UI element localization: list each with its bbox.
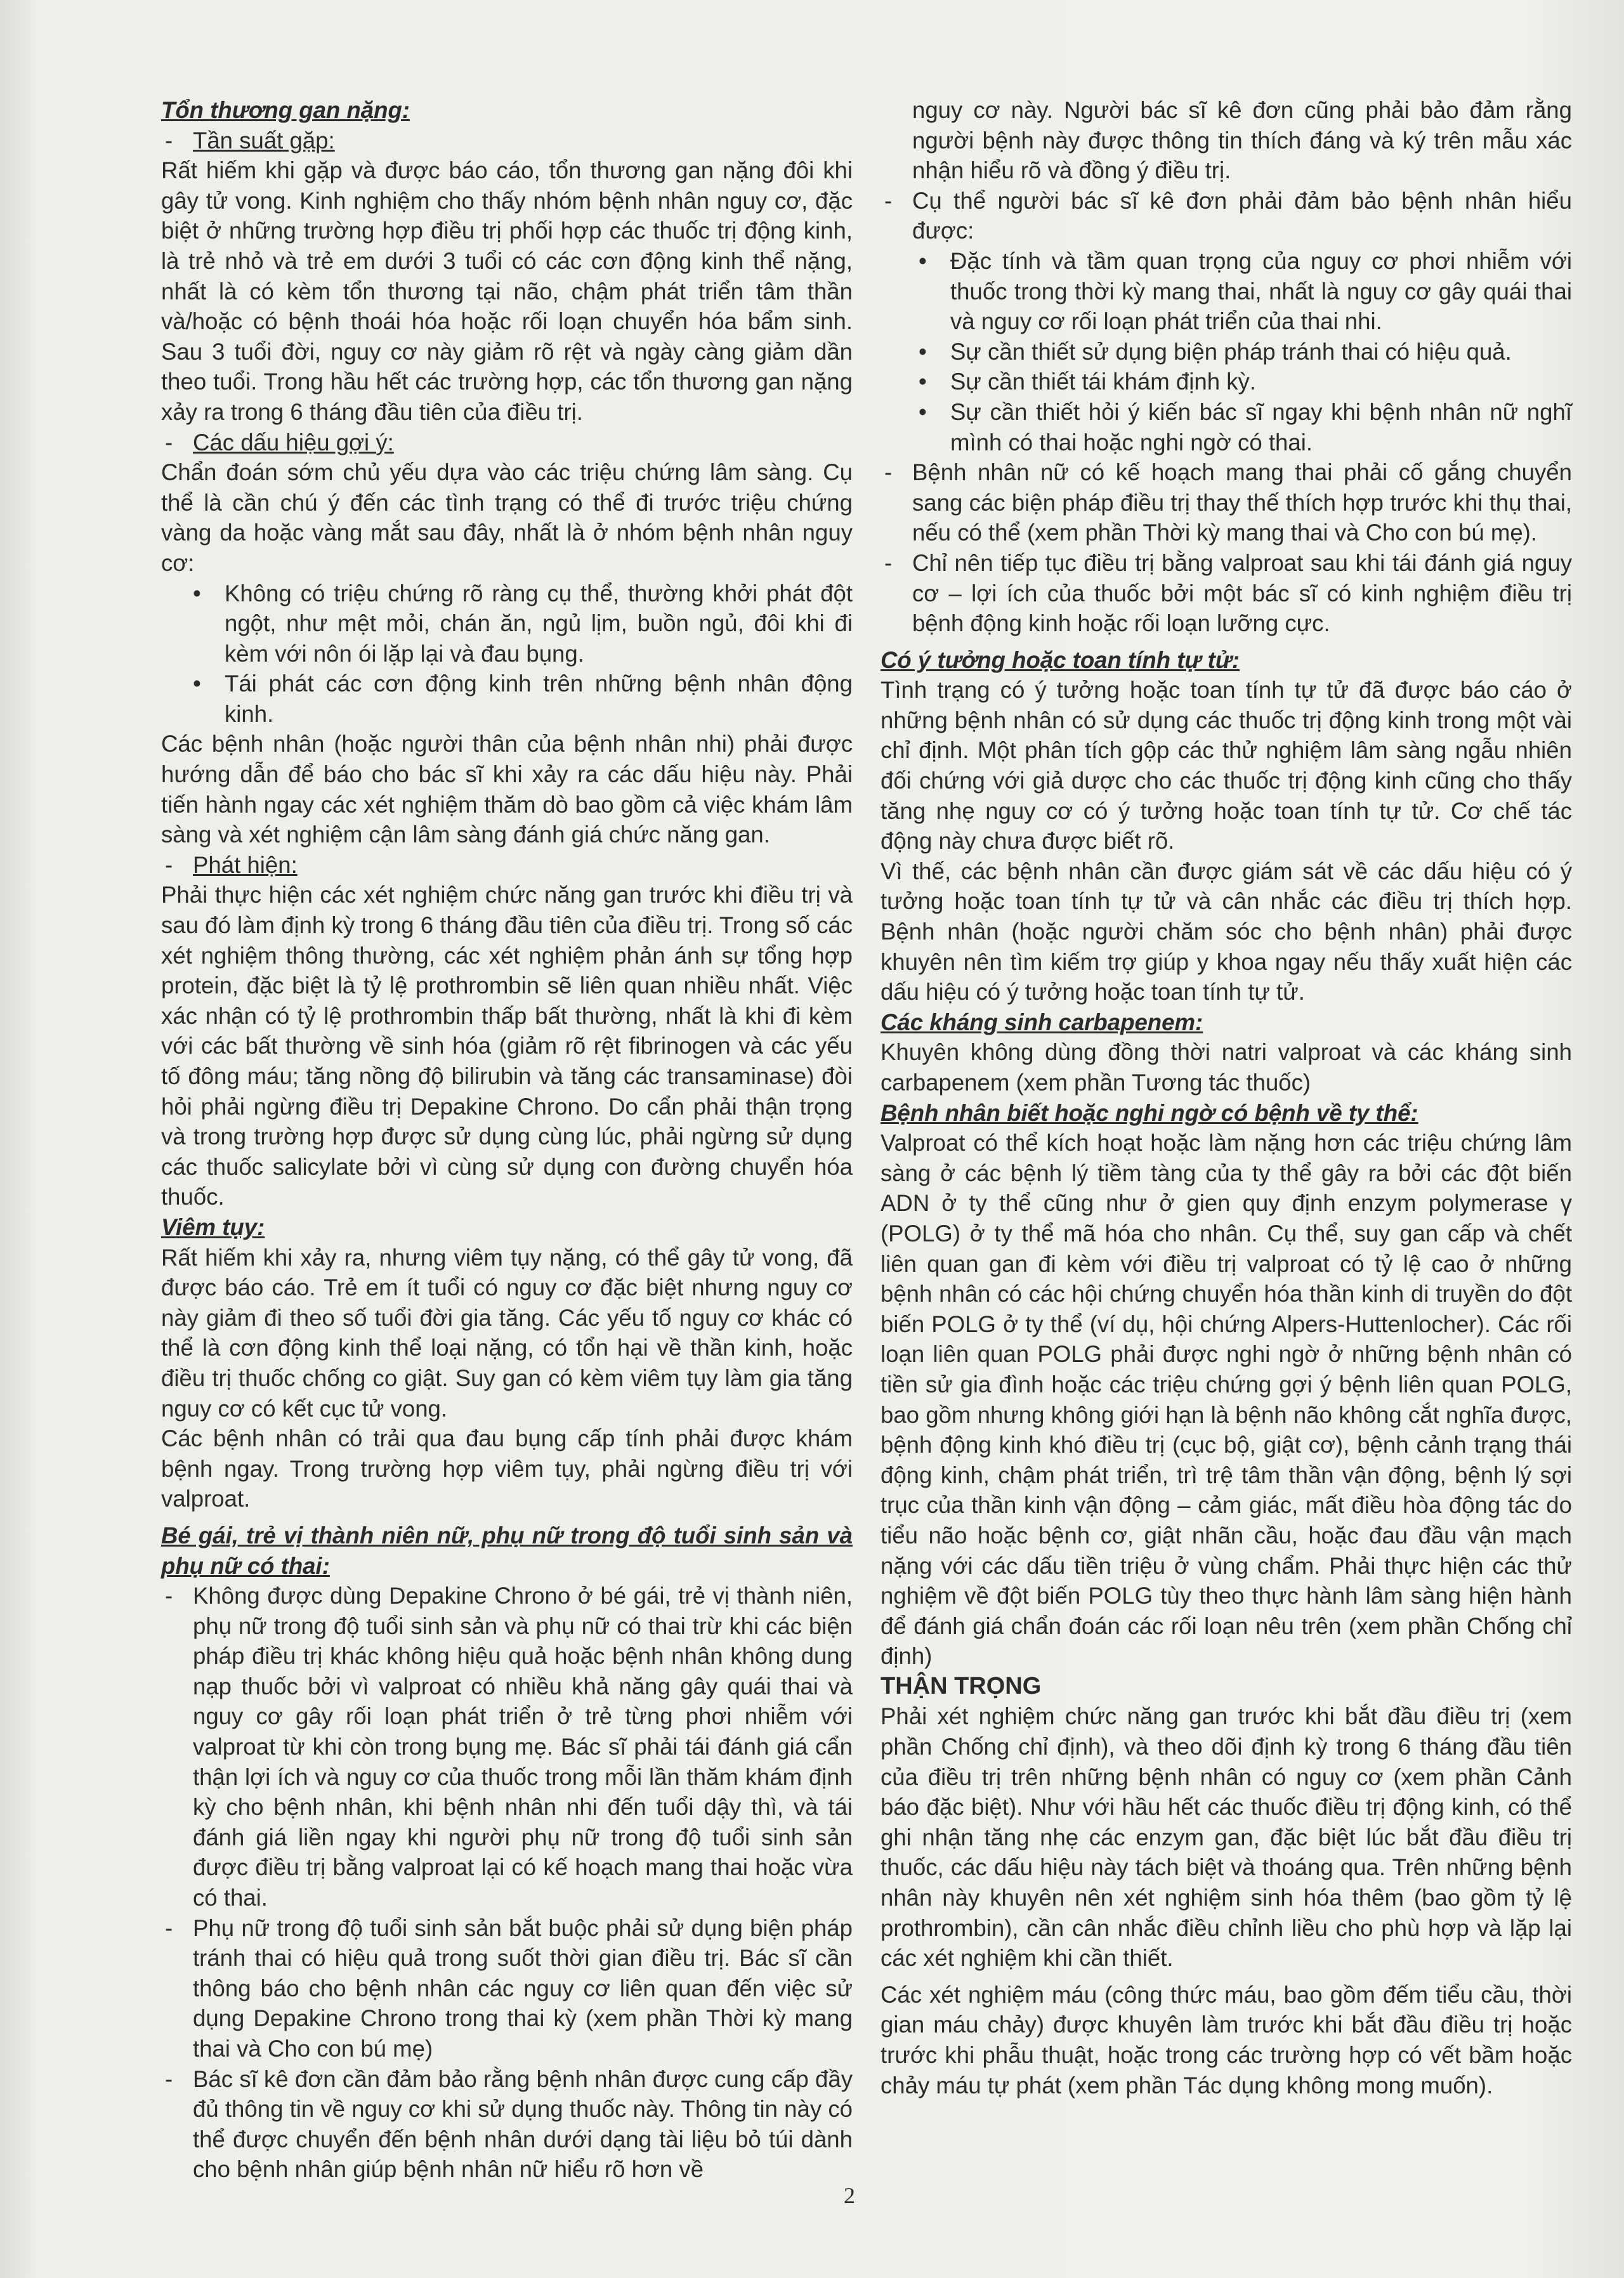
signs-label: Các dấu hiệu gợi ý: [193,429,394,455]
pancreatitis-paragraph-2: Các bệnh nhân có trải qua đau bụng cấp tính phải được khám bệnh ngay. Trong trường hợp viêm tụy, phải ngừng điều trị với valproat. [161,1425,853,1512]
women-item-1: - Không được dùng Depakine Chrono ở bé gái, trẻ vị thành niên, phụ nữ trong độ tuổi sinh sản và phụ nữ có thai trừ khi các biện pháp điều trị khác không hiệu quả hoặc bệnh nhân không dung nạp thuốc bởi vì valproat có nhiều khả năng gây quái thai và nguy cơ gây rối loạn phát triển ở trẻ từng phơi nhiễm với valproat từ khi còn trong bụng mẹ. Bác sĩ phải tái đánh giá cẩn thận lợi ích và nguy cơ của thuốc trong mỗi lần thăm khám định kỳ cho bệnh nhân, khi bệnh nhân nhi đến tuổi dậy thì, và tái đánh giá liền ngay khi người phụ nữ trong độ tuổi sinh sản được điều trị bằng valproat lại có kế hoạch mang thai hoặc vừa có thai. [161,1581,853,1913]
suicide-paragraph-1: Tình trạng có ý tưởng hoặc toan tính tự tử đã được báo cáo ở những bệnh nhân có sử dụng các thuốc trị động kinh trong một vài chỉ định. Một phân tích gộp các thử nghiệm lâm sàng ngẫu nhiên đối chứng với giả dược cho các thuốc trị động kinh cũng cho thấy tăng nhẹ nguy cơ có ý tưởng hoặc toan tính tự tử. Cơ chế tác động này chưa được biết rõ. [881,677,1572,854]
left-column [161,95,853,2185]
detection-subheading [161,850,853,880]
detection-paragraph: Phải thực hiện các xét nghiệm chức năng gan trước khi điều trị và sau đó làm định kỳ trong 6 tháng đầu tiên của điều trị. Trong số các xét nghiệm thông thường, các xét nghiệm phản ánh sự tổng hợp protein, đặc biệt là tỷ lệ prothrombin sẽ liên quan nhiều nhất. Việc xác nhận có tỷ lệ prothrombin thấp bất thường, nhất là khi đi kèm với các bất thường về sinh hóa (giảm rõ rệt fibrinogen và các yếu tố đông máu; tăng nồng độ bilirubin và tăng các transaminase) đòi hỏi phải ngừng điều trị Depakine Chrono. Do cẩn phải thận trọng và trong trường hợp được sử dụng cùng lúc, phải ngừng sử dụng các thuốc salicylate bởi vì cùng sử dụng con đường chuyển hóa thuốc. [161,882,853,1210]
carbapenem-paragraph: Khuyên không dùng đồng thời natri valproat và các kháng sinh carbapenem (xem phần Tương tác thuốc) [881,1039,1572,1096]
section-title-mitochondrial: Bệnh nhân biết hoặc nghi ngờ có bệnh về ty thể: [881,1099,1418,1126]
caution-paragraph-2: Các xét nghiệm máu (công thức máu, bao gồm đếm tiểu cầu, thời gian máu chảy) được khuyên làm trước khi bắt đầu điều trị hoặc trước khi phẫu thuật, hoặc trong các trường hợp có vết bầm hoặc chảy máu tự phát (xem phần Tác dụng không mong muốn). [881,1981,1572,2098]
ensure-bullet-3: • Sự cần thiết tái khám định kỳ. [881,367,1572,397]
women-item-2: - Phụ nữ trong độ tuổi sinh sản bắt buộc phải sử dụng biện pháp tránh thai có hiệu quả trong suốt thời gian điều trị. Bác sĩ cần thông báo cho bệnh nhân các nguy cơ liên quan đến việc sử dụng Depakine Chrono trong thai kỳ (xem phần Thời kỳ mang thai và Cho con bú mẹ) [161,1913,853,2064]
section-title-liver-injury: Tổn thương gan nặng: [161,97,410,123]
section-title-carbapenem: Các kháng sinh carbapenem: [881,1009,1203,1035]
plan-item-2: - Chỉ nên tiếp tục điều trị bằng valproat sau khi tái đánh giá nguy cơ – lợi ích của thuốc bởi một bác sĩ có kinh nghiệm điều trị bệnh động kinh hoặc rối loạn lưỡng cực. [881,548,1572,639]
pancreatitis-paragraph-1: Rất hiếm khi xảy ra, nhưng viêm tụy nặng, có thể gây tử vong, đã được báo cáo. Trẻ em ít tuổi có nguy cơ đặc biệt nhưng nguy cơ này giảm đi theo số tuổi đời gia tăng. Các yếu tố nguy cơ khác có thể là cơn động kinh thể loại nặng, có tổn hại về thần kinh, hoặc điều trị thuốc chống co giật. Suy gan có kèm viêm tụy làm gia tăng nguy cơ có kết cục tử vong. [161,1244,853,1422]
caution-heading: THẬN TRỌNG [881,1672,1042,1699]
suicide-paragraph-2: Vì thế, các bệnh nhân cần được giám sát về các dấu hiệu có ý tưởng hoặc toan tính tự tử và cân nhắc các điều trị thích hợp. Bệnh nhân (hoặc người chăm sóc cho bệnh nhân) phải được khuyên nên tìm kiếm trợ giúp y khoa ngay nếu thấy xuất hiện các dấu hiệu có ý tưởng hoặc toan tính tự tử. [881,858,1572,1005]
detection-label: Phát hiện: [193,851,298,878]
signs-subheading [161,428,853,458]
section-title-pancreatitis: Viêm tụy: [161,1214,265,1240]
continued-paragraph: nguy cơ này. Người bác sĩ kê đơn cũng phải bảo đảm rằng người bệnh này được thông tin thích đáng và ký trên mẫu xác nhận hiểu rõ và đồng ý điều trị. [912,97,1572,184]
plan-item-1: - Bệnh nhân nữ có kế hoạch mang thai phải cố gắng chuyển sang các biện pháp điều trị thay thế thích hợp trước khi thụ thai, nếu có thể (xem phần Thời kỳ mang thai và Cho con bú mẹ). [881,457,1572,548]
frequency-label: Tần suất gặp: [193,127,335,154]
signs-paragraph: Chẩn đoán sớm chủ yếu dựa vào các triệu chứng lâm sàng. Cụ thể là cần chú ý đến các tình trạng có thể đi trước triệu chứng vàng da hoặc vàng mắt sau đây, nhất là ở nhóm bệnh nhân nguy cơ: [161,459,853,576]
section-title-women: Bé gái, trẻ vị thành niên nữ, phụ nữ trong độ tuổi sinh sản và phụ nữ có thai: [161,1522,853,1579]
ensure-bullet-4: • Sự cần thiết hỏi ý kiến bác sĩ ngay khi bệnh nhân nữ nghĩ mình có thai hoặc nghi ngờ có thai. [881,397,1572,457]
frequency-subheading [161,126,853,156]
caution-paragraph-1: Phải xét nghiệm chức năng gan trước khi bắt đầu điều trị (xem phần Chống chỉ định), và theo dõi định kỳ trong 6 tháng đầu tiên của điều trị trên những bệnh nhân có nguy cơ (xem phần Cảnh báo đặc biệt). Như với hầu hết các thuốc điều trị động kinh, có thể ghi nhận tăng nhẹ các enzym gan, đặc biệt lúc bắt đầu điều trị thuốc, các dấu hiệu này tách biệt và thoáng qua. Trên những bệnh nhân này khuyên nên xét nghiệm sinh hóa thêm (bao gồm tỷ lệ prothrombin), cần cân nhắc điều chỉnh liều cho phù hợp và lặp lại các xét nghiệm khi cần thiết. [881,1703,1572,1972]
signs-after-paragraph: Các bệnh nhân (hoặc người thân của bệnh nhân nhi) phải được hướng dẫn để báo cho bác sĩ khi xảy ra các dấu hiệu này. Phải tiến hành ngay các xét nghiệm thăm dò bao gồm cả việc khám lâm sàng và xét nghiệm cận lâm sàng đánh giá chức năng gan. [161,731,853,848]
frequency-paragraph: Rất hiếm khi gặp và được báo cáo, tổn thương gan nặng đôi khi gây tử vong. Kinh nghiệm cho thấy nhóm bệnh nhân nguy cơ, đặc biệt ở những trường hợp điều trị phối hợp các thuốc trị động kinh, là trẻ nhỏ và trẻ em dưới 3 tuổi có các cơn động kinh thể nặng, nhất là có kèm tổn thương tại não, chậm phát triển tâm thần và/hoặc có bệnh thoái hóa hoặc rối loạn chuyển hóa bẩm sinh. Sau 3 tuổi đời, nguy cơ này giảm rõ rệt và ngày càng giảm dần theo tuổi. Trong hầu hết các trường hợp, các tổn thương gan nặng xảy ra trong 6 tháng đầu tiên của điều trị. [161,157,853,425]
signs-bullet-1: • Không có triệu chứng rõ ràng cụ thể, thường khởi phát đột ngột, như mệt mỏi, chán ăn, ngủ lịm, buồn ngủ, đôi khi đi kèm với nôn ói lặp lại và đau bụng. [161,579,853,669]
mitochondrial-paragraph: Valproat có thể kích hoạt hoặc làm nặng hơn các triệu chứng lâm sàng ở các bệnh lý tiềm tàng của ty thể gây ra bởi các đột biến ADN ở ty thể cũng như ở gien quy định enzym polymerase γ (POLG) ở ty thể mã hóa cho nhân. Cụ thể, suy gan cấp và chết liên quan gan đi kèm với điều trị valproat có tỷ lệ cao ở những bệnh nhân có các hội chứng chuyển hóa thần kinh di truyền do đột biến POLG ở ty thể (ví dụ, hội chứng Alpers-Huttenlocher). Các rối loạn liên quan POLG phải được nghi ngờ ở những bệnh nhân có tiền sử gia đình hoặc các triệu chứng gợi ý bệnh liên quan POLG, bao gồm nhưng không giới hạn là bệnh não không cắt nghĩa được, bệnh động kinh khó điều trị (cục bộ, giật cơ), bệnh cảnh trạng thái động kinh, chậm phát triển, trì trệ tâm thần vận động, bệnh lý sợi trục của thần kinh vận động – cảm giác, mất điều hòa động tác do tiểu não hoặc bệnh cơ, giật nhãn cầu, hoặc đau đầu vận mạch nặng với các dấu tiền triệu ở vùng chẩm. Phải thực hiện các thử nghiệm về đột biến POLG tùy theo thực hành lâm sàng hiện hành để đánh giá chẩn đoán các rối loạn nêu trên (xem phần Chống chỉ định) [881,1130,1572,1670]
signs-bullet-2: • Tái phát các cơn động kinh trên những bệnh nhân động kinh. [161,669,853,729]
ensure-item: - Cụ thể người bác sĩ kê đơn phải đảm bảo bệnh nhân hiểu được: [881,186,1572,246]
women-item-3: - Bác sĩ kê đơn cần đảm bảo rằng bệnh nhân được cung cấp đầy đủ thông tin về nguy cơ khi sử dụng thuốc này. Thông tin này có thể được chuyển đến bệnh nhân dưới dạng tài liệu bỏ túi dành cho bệnh nhân giúp bệnh nhân nữ hiểu rõ hơn về [161,2064,853,2185]
ensure-bullet-2: • Sự cần thiết sử dụng biện pháp tránh thai có hiệu quả. [881,337,1572,367]
ensure-bullet-1: • Đặc tính và tầm quan trọng của nguy cơ phơi nhiễm với thuốc trong thời kỳ mang thai, nhất là nguy cơ gây quái thai và nguy cơ rối loạn phát triển của thai nhi. [881,246,1572,337]
right-column [881,95,1572,2100]
page-number: 2 [844,2183,855,2208]
section-title-suicide: Có ý tưởng hoặc toan tính tự tử: [881,646,1240,673]
